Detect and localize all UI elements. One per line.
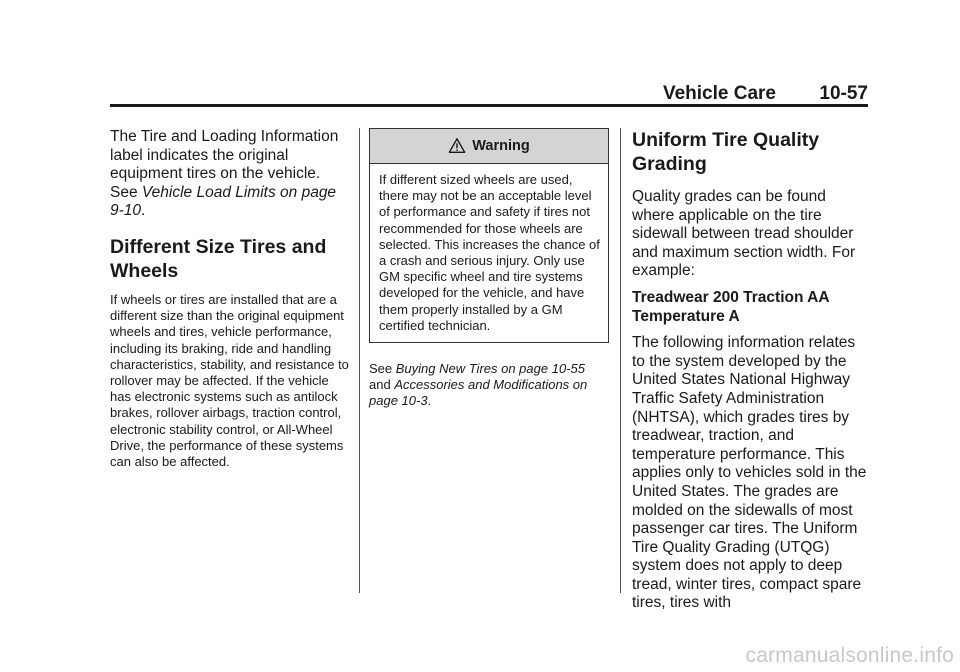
column-1 (110, 128, 350, 470)
column-divider-2 (620, 128, 621, 593)
see-also-paragraph: See Buying New Tires on page 10-55 and Accessories and Modifications on page 10-3. (369, 361, 588, 409)
column-3 (632, 128, 868, 613)
utqg-paragraph-1: Quality grades can be found where applicable on the tire sidewall between tread shoulder and maximum section width. For example: (632, 188, 856, 280)
column-divider-1 (359, 128, 360, 593)
intro-reference: Vehicle Load Limits on page 9-10 (110, 183, 337, 220)
see-also-reference-2: Accessories and Modifications on page 10-3 (369, 377, 588, 409)
section-title: Vehicle Care (662, 83, 776, 104)
page-header (110, 84, 868, 104)
section-heading-different-size: Different Size Tires and Wheels (110, 235, 327, 282)
warning-title: Warning (472, 138, 530, 154)
warning-body (370, 164, 608, 342)
utqg-example: Treadwear 200 Traction AA Temperature A (632, 288, 829, 325)
section-heading-utqg: Uniform Tire Quality Grading (632, 129, 820, 175)
watermark: carmanualsonline.info (745, 644, 954, 667)
intro-paragraph: The Tire and Loading Information label indicates the original equipment tires on the vehicle. See Vehicle Load Limits on page 9-10. (110, 128, 339, 220)
utqg-paragraph-2: The following information relates to the system developed by the United States National Highway Traffic Safety Administration (NHTSA), which grades tires by treadwear, traction, and temperature performance. This applies only to vehicles sold in the United States. The grades are molded on the sidewalls of most passenger car tires. The Uniform Tire Quality Grading (UTQG) system does not apply to deep tread, winter tires, compact spare tires, tires with (632, 334, 867, 612)
header-rule (110, 104, 868, 107)
column-2 (369, 128, 609, 410)
warning-text: If different sized wheels are used, there may not be an acceptable level of performance and safety if tires not recommended for those wheels are selected. This increases the chance of a crash and serious injury. Only use GM specific wheel and tire systems developed for the vehicle, and have them properly installed by a GM certified technician. (379, 172, 600, 333)
different-size-body: If wheels or tires are installed that are a different size than the original equipment wheels and tires, vehicle performance, including its braking, ride and handling characteristics, stability, and resistance to rollover may be affected. If the vehicle has electronic systems such as antilock brakes, rollover airbags, traction control, electronic stability control, or All-Wheel Drive, the performance of these systems can also be affected. (110, 291, 349, 469)
warning-header (370, 129, 608, 164)
warning-triangle-icon (448, 137, 466, 155)
page-number: 10-57 (819, 83, 868, 104)
see-also-reference-1: Buying New Tires on page 10-55 (395, 361, 585, 377)
warning-box (369, 128, 609, 343)
